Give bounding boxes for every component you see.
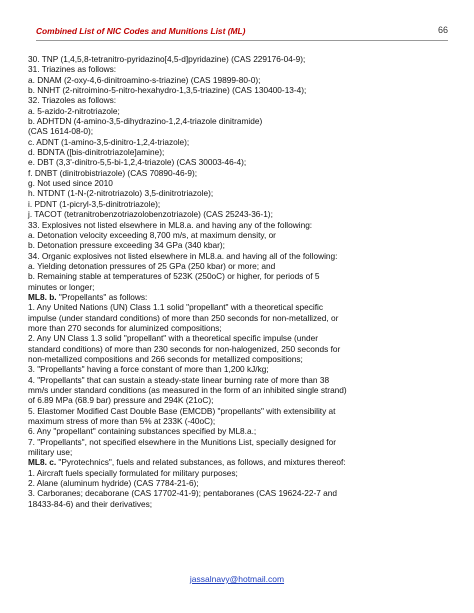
ml8c-heading-line	[28, 457, 452, 467]
page-header	[36, 26, 448, 41]
text-line: 3. "Propellants" having a force constant of more than 1,200 kJ/kg;	[28, 364, 269, 375]
text-line: 31. Triazines as follows:	[28, 64, 117, 75]
text-line: 2. Alane (aluminum hydride) (CAS 7784-21-6);	[28, 478, 199, 489]
ml8b-heading-line	[28, 292, 452, 302]
document-body	[28, 54, 452, 509]
text-line: a. Yielding detonation pressures of 25 GPa (250 kbar) or more; and	[28, 260, 276, 271]
text-line: c. ADNT (1-amino-3,5-dinitro-1,2,4-triazole);	[28, 136, 190, 147]
text-line: g. Not used since 2010	[28, 178, 113, 189]
text-line: 2. Any UN Class 1.3 solid "propellant" with a theoretical specific impulse (under	[28, 333, 318, 344]
text-line: b. Detonation pressure exceeding 34 GPa (340 kbar);	[28, 240, 225, 251]
text-line: h. NTDNT (1-N-(2-nitrotriazolo) 3,5-dinitrotriazole);	[28, 188, 214, 199]
ml8c-heading-rest: "Pyrotechnics", fuels and related substances, as follows, and mixtures thereof:	[56, 457, 346, 468]
text-line: 5. Elastomer Modified Cast Double Base (EMCDB) "propellants" with extensibility at	[28, 405, 336, 416]
text-line: a. Detonation velocity exceeding 8,700 m/s, at maximum density, or	[28, 229, 276, 240]
text-line: e. DBT (3,3'-dinitro-5,5-bi-1,2,4-triazole) (CAS 30003-46-4);	[28, 157, 247, 168]
text-line: impulse (under standard conditions) of more than 250 seconds for non-metallized, or	[28, 312, 339, 323]
text-line: (CAS 1614-08-0);	[28, 126, 94, 137]
text-line: of 6.89 MPa (68.9 bar) pressure and 294K (21oC);	[28, 395, 214, 406]
text-line: non-metallized compositions and 266 seconds for metallized compositions;	[28, 353, 303, 364]
text-line: standard conditions) of more than 230 seconds for non-halogenized, 250 seconds for	[28, 343, 341, 354]
text-line: b. Remaining stable at temperatures of 523K (250oC) or higher, for periods of 5	[28, 271, 320, 282]
ml8b-heading: ML8. b.	[28, 291, 57, 302]
text-line: 1. Any United Nations (UN) Class 1.1 solid "propellant" with a theoretical specific	[28, 302, 324, 313]
text-line: 32. Triazoles as follows:	[28, 95, 117, 106]
text-line: f. DNBT (dinitrobistriazole) (CAS 70890-46-9);	[28, 167, 198, 178]
text-line: 1. Aircraft fuels specially formulated for military purposes;	[28, 467, 238, 478]
text-line: 6. Any "propellant" containing substances specified by ML8.a.;	[28, 426, 257, 437]
text-line: 30. TNP (1,4,5,8-tetranitro-pyridazino[4,5-d]pyridazine) (CAS 229176-04-9);	[28, 54, 306, 64]
text-line: minutes or longer;	[28, 281, 95, 292]
text-line: 3. Carboranes; decaborane (CAS 17702-41-9); pentaboranes (CAS 19624-22-7 and	[28, 488, 338, 499]
text-line: military use;	[28, 447, 73, 458]
text-line: b. NNHT (2-nitroimino-5-nitro-hexahydro-1,3,5-triazine) (CAS 130400-13-4);	[28, 85, 307, 96]
text-line: more than 270 seconds for aluminized compositions;	[28, 322, 222, 333]
text-line: mm/s under standard conditions (as measured in the form of an inhibited single strand)	[28, 385, 347, 395]
text-line: 7. "Propellants", not specified elsewhere in the Munitions List, specially designed for	[28, 436, 336, 447]
page-footer	[0, 574, 474, 584]
text-line: a. 5-azido-2-nitrotriazole;	[28, 105, 120, 116]
text-line: maximum stress of more than 5% at 233K (-40oC);	[28, 416, 216, 427]
text-line: i. PDNT (1-picryl-3,5-dinitrotriazole);	[28, 198, 161, 209]
ml8b-heading-rest: "Propellants" as follows:	[56, 291, 148, 302]
text-line: j. TACOT (tetranitrobenzotriazolobenzotriazole) (CAS 25243-36-1);	[28, 209, 273, 220]
text-line: 4. "Propellants" that can sustain a steady-state linear burning rate of more than 38	[28, 374, 330, 385]
text-line: 34. Organic explosives not listed elsewhere in ML8.a. and having all of the following:	[28, 250, 338, 261]
text-line: 33. Explosives not listed elsewhere in ML8.a. and having any of the following:	[28, 219, 313, 230]
text-line: 18433-84-6) and their derivatives;	[28, 498, 153, 509]
header-title: Combined List of NIC Codes and Munitions List (ML)	[36, 26, 246, 36]
page-number: 66	[437, 25, 448, 35]
text-line: d. BDNTA ([bis-dinitrotriazole]amine);	[28, 147, 165, 158]
footer-email-link[interactable]: jassalnavy@hotmail.com	[189, 574, 285, 584]
ml8c-heading: ML8. c.	[28, 457, 57, 468]
text-line: b. ADHTDN (4-amino-3,5-dihydrazino-1,2,4-triazole dinitramide)	[28, 116, 263, 127]
text-line: a. DNAM (2-oxy-4,6-dinitroamino-s-triazine) (CAS 19899-80-0);	[28, 74, 261, 85]
